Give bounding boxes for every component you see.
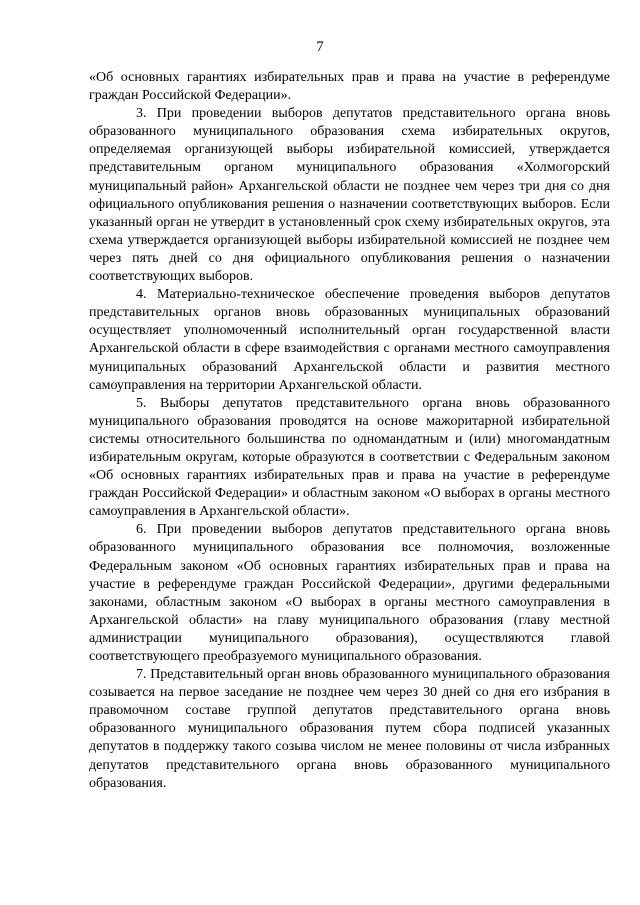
page-number: 7 (316, 39, 324, 55)
paragraph-item-4: 4. Материально-техническое обеспечение проведения выборов депутатов представительных органов вновь образованных муниципальных образований осуществляет уполномоченный исполнительный орган государственной власти Архангельской области в сфере взаимодействия с органами местного самоуправления муниципальных образований Архангельской области и развития местного самоуправления на территории Архангельской области. (89, 287, 610, 393)
paragraph-continuation: «Об основных гарантиях избирательных прав и права на участие в референдуме граждан Российской Федерации». (89, 70, 610, 104)
paragraph-item-6: 6. При проведении выборов депутатов представительного органа вновь образованного муниципального образования все полномочия, возложенные Федеральным законом «Об основных гарантиях избирательных прав и права на участие в референдуме граждан Российской Федерации», другими федеральными законами, областным законом «О выборах в органы местного самоуправления в Архангельской области» на главу муниципального образования (главу местной администрации муниципального образования), осуществляются главой соответствующего преобразуемого муниципального образования. (89, 522, 610, 664)
paragraph-item-7: 7. Представительный орган вновь образованного муниципального образования созывается на первое заседание не позднее чем через 30 дней со дня его избрания в правомочном составе группой депутатов представительного органа вновь образованного муниципального образования путем сбора подписей указанных депутатов в поддержку такого созыва числом не менее половины от числа избранных депутатов представительного органа вновь образованного муниципального образования. (89, 667, 610, 791)
paragraph-item-5: 5. Выборы депутатов представительного органа вновь образованного муниципального образования проводятся на основе мажоритарной избирательной системы относительного большинства по одномандатным и (или) многомандатным избирательным округам, которые образуются в соответствии с Федеральным законом «Об основных гарантиях избирательных прав и права на участие в референдуме граждан Российской Федерации» и областным законом «О выборах в органы местного самоуправления в Архангельской области». (89, 395, 610, 520)
document-body (89, 69, 610, 793)
paragraph-item-3: 3. При проведении выборов депутатов представительного органа вновь образованного муниципального образования схема избирательных округов, определяемая организующей выборы избирательной комиссией, утверждается представительным органом муниципального образования «Холмогорский муниципальный район» Архангельской области не позднее чем через три дня со дня официального опубликования решения о назначении соответствующих выборов. Если указанный орган не утвердит в установленный срок схему избирательных округов, эта схема утверждается организующей выборы избирательной комиссией не позднее чем через пять дней со дня официального опубликования решения о назначении соответствующих выборов. (89, 106, 610, 285)
